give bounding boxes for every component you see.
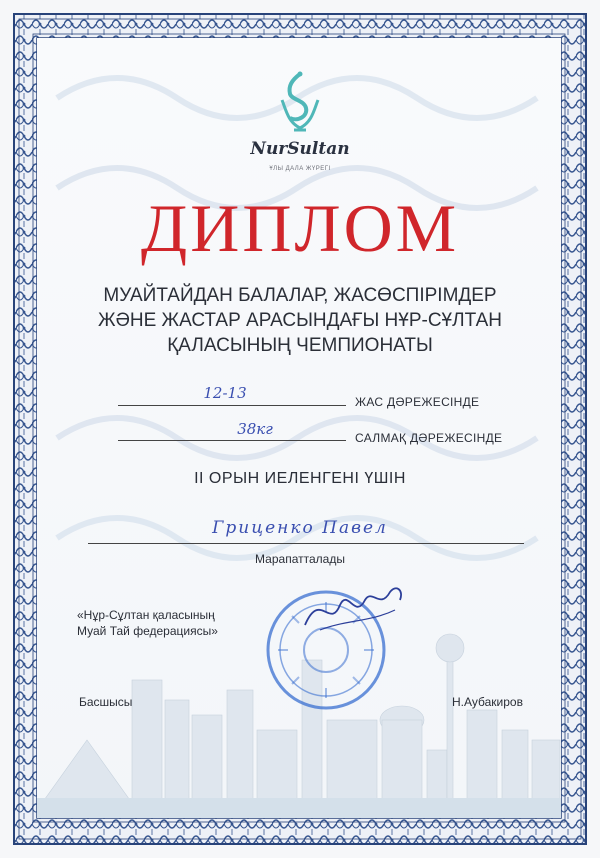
organization-line: «Нұр-Сұлтан қаласының — [77, 608, 215, 622]
recipient-underline — [88, 543, 524, 544]
age-category-label: ЖАС ДӘРЕЖЕСІНДЕ — [355, 395, 480, 409]
weight-category-label: САЛМАҚ ДӘРЕЖЕСІНДЕ — [355, 431, 503, 445]
subtitle-line: ҚАЛАСЫНЫҢ ЧЕМПИОНАТЫ — [167, 335, 433, 356]
nursultan-logo-emblem — [274, 70, 326, 140]
signatory-role: Басшысы — [79, 695, 133, 709]
championship-description — [60, 283, 540, 358]
organization-line: Муай Тай федерациясы» — [77, 624, 218, 638]
subtitle-line: ЖӘНЕ ЖАСТАР АРАСЫНДАҒЫ НҰР-СҰЛТАН — [98, 310, 502, 331]
awarded-label: Марапатталады — [255, 552, 345, 566]
age-underline — [118, 405, 346, 406]
logo-tagline: ҰЛЫ ДАЛА ЖҮРЕГІ — [269, 166, 331, 172]
logo-wordmark: NurSultan — [250, 139, 350, 159]
weight-underline — [118, 440, 346, 441]
diploma-title: ДИПЛОМ — [140, 190, 460, 266]
weight-value: 38кг — [237, 420, 273, 438]
recipient-name: Гриценко Павел — [212, 518, 388, 538]
age-value: 12-13 — [203, 384, 247, 402]
place-text: II ОРЫН ИЕЛЕНГЕНІ ҮШІН — [194, 470, 406, 487]
handwritten-signature — [300, 580, 410, 640]
signatory-name: Н.Аубакиров — [452, 695, 523, 709]
subtitle-line: МУАЙТАЙДАН БАЛАЛАР, ЖАСӨСПІРІМДЕР — [103, 285, 497, 306]
